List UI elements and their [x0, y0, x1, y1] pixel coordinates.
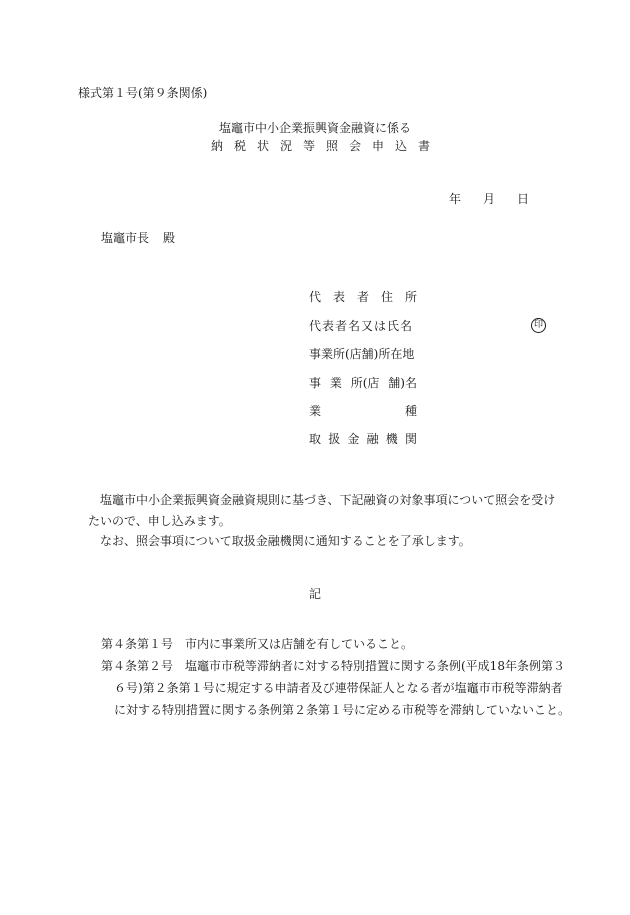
body-paragraph-1: 塩竈市中小企業振興資金融資規則に基づき、下記融資の対象事項について照会を受けたいので、申し込みます。: [88, 493, 556, 528]
label-char: 融: [366, 432, 379, 446]
date-day-label: 日: [517, 192, 530, 206]
addressee-name: 塩竈市長: [101, 231, 150, 245]
label-char: 業: [329, 376, 342, 390]
label-char: 事: [309, 376, 322, 390]
addressee: [101, 232, 175, 244]
body-paragraph-2: なお、照会事項について取扱金融機関に通知することを了承します。: [100, 534, 471, 548]
date-line: [449, 193, 529, 205]
label-char: 扱: [328, 432, 341, 446]
industry-label: [309, 405, 417, 417]
applicant-name-label: [309, 320, 417, 332]
date-month-label: 月: [483, 192, 496, 206]
label-char: 表: [332, 290, 345, 304]
label-char: 種: [404, 404, 417, 418]
label-char: 住: [380, 290, 393, 304]
label-char: 業: [309, 404, 322, 418]
title-line-1: 塩竈市中小企業振興資金融資に係る: [218, 121, 411, 135]
addressee-honorific: 殿: [163, 231, 176, 245]
label-text: 事業所(店舗)所在地: [309, 347, 415, 361]
title-line-2: 納税状況等照会申込書: [210, 139, 441, 153]
label-char: 代: [309, 290, 322, 304]
label-char: 所(店: [350, 376, 380, 390]
label-char: 舗)名: [388, 376, 417, 390]
item-article-4-2-line3: に対する特別措置に関する条例第２条第１号に定める市税等を滞納していないこと。: [114, 703, 571, 717]
seal-mark-icon: 印: [531, 318, 546, 333]
item-article-4-1: 第４条第１号 市内に事業所又は店舗を有していること。: [101, 637, 414, 651]
notation-ki: 記: [308, 587, 321, 601]
label-char: 所: [404, 290, 417, 304]
label-char: 関: [404, 432, 417, 446]
financial-institution-label: [309, 433, 417, 445]
label-char: 者: [356, 290, 369, 304]
label-char: 取: [309, 432, 322, 446]
item-article-4-2-line2: ６号)第２条第１号に規定する申請者及び連帯保証人となる者が塩竈市市税等滞納者: [114, 681, 563, 695]
applicant-address-label: [309, 291, 417, 303]
business-name-label: [309, 377, 417, 389]
label-char: 機: [385, 432, 398, 446]
label-char: 金: [347, 432, 360, 446]
label-text: 代表者名又は氏名: [309, 319, 414, 333]
form-number: 様式第１号(第９条関係): [78, 86, 208, 100]
business-location-label: [309, 348, 417, 360]
date-year-label: 年: [449, 192, 462, 206]
item-article-4-2-line1: 第４条第２号 塩竈市市税等滞納者に対する特別措置に関する条例(平成18年条例第３: [101, 659, 565, 673]
